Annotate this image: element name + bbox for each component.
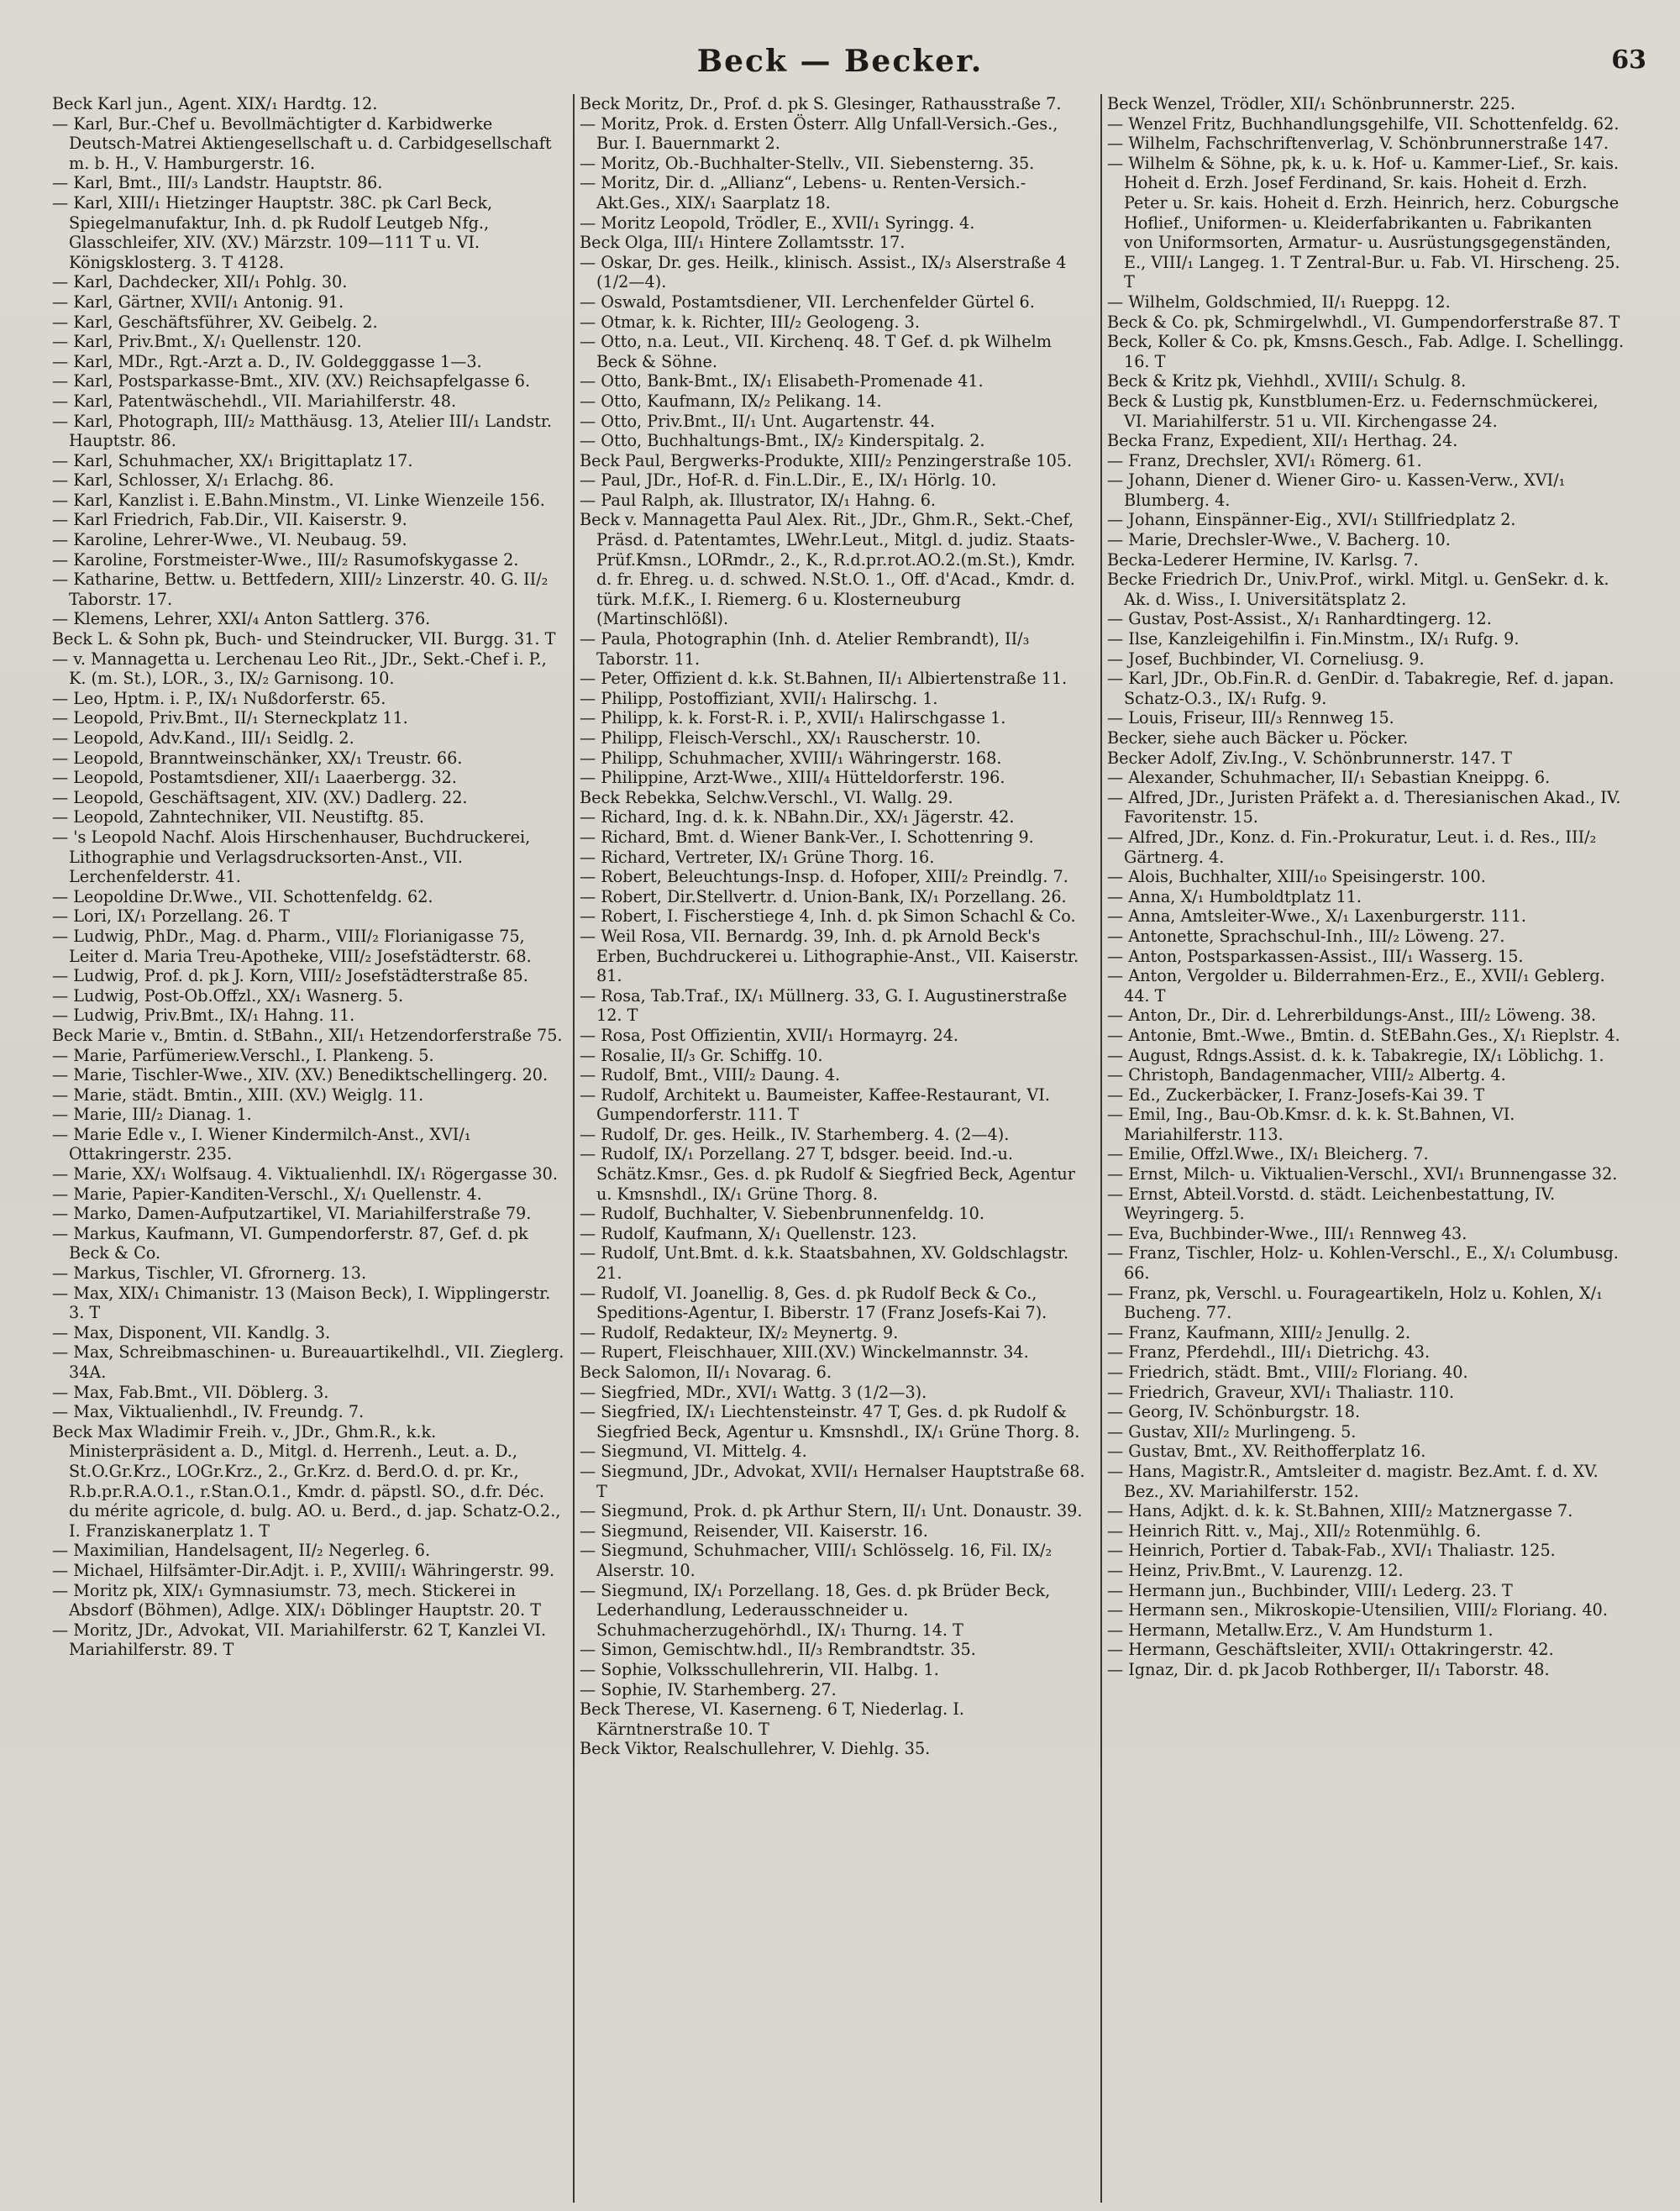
directory-entry: — Richard, Ing. d. k. k. NBahn.Dir., XX/₁ Jägerstr. 42. bbox=[580, 807, 1015, 827]
directory-entry: — Otto, Bank-Bmt., IX/₁ Elisabeth-Promenade 41. bbox=[580, 371, 984, 391]
directory-entry: — Oskar, Dr. ges. Heilk., klinisch. Assist., IX/₃ Alserstraße 4 (1/2—4). bbox=[580, 252, 1067, 292]
directory-entry: — Franz, Drechsler, XVI/₁ Römerg. 61. bbox=[1107, 450, 1422, 470]
directory-entry: Becka Franz, Expedient, XII/₁ Herthag. 24. bbox=[1107, 431, 1458, 451]
directory-entry: — Ilse, Kanzleigehilfin i. Fin.Minstm., IX/₁ Rufg. 9. bbox=[1107, 629, 1520, 649]
directory-entry: — Rosa, Post Offizientin, XVII/₁ Hormayrg. 24. bbox=[580, 1025, 958, 1045]
directory-entry: — Leopold, Branntweinschänker, XX/₁ Treustr. 66. bbox=[52, 748, 463, 768]
directory-entry: Beck Marie v., Bmtin. d. StBahn., XII/₁ Hetzendorferstraße 75. bbox=[52, 1025, 563, 1045]
directory-entry: Becka-Lederer Hermine, IV. Karlsg. 7. bbox=[1107, 549, 1419, 570]
running-head: Beck — Becker. bbox=[696, 44, 984, 79]
directory-entry: — Markus, Tischler, VI. Gfrornerg. 13. bbox=[52, 1263, 367, 1284]
directory-entry: Beck Max Wladimir Freih. v., JDr., Ghm.R., k.k. Ministerpräsident a. D., Mitgl. d. Herrenh., Leut. a. D., St.O.Gr.Krz., LOGr.Krz., 2., Gr.Krz. d. Berd.O. d. pr. Kr., R.b.pr.R.A.O.1., r.Stan.O.1., Kmdr. d. päpstl. SO., d.fr. Déc. du mérite agricole, d. bulg. AO. u. Berd., d. jap. Schatz-O.2., I. Franziskanerplatz 1. T bbox=[52, 1421, 561, 1541]
directory-entry: — Karl, MDr., Rgt.-Arzt a. D., IV. Goldegggasse 1—3. bbox=[52, 351, 482, 371]
directory-entry: — Moritz pk, XIX/₁ Gymnasiumstr. 73, mech. Stickerei in Absdorf (Böhmen), Adlge. XIX/₁ Döblinger Hauptstr. 20. T bbox=[52, 1580, 542, 1620]
directory-entry: — Max, Schreibmaschinen- u. Bureauartikelhdl., VII. Zieglerg. 34A. bbox=[52, 1342, 564, 1382]
directory-entry: — Weil Rosa, VII. Bernardg. 39, Inh. d. pk Arnold Beck's Erben, Buchdruckerei u. Lithographie-Anst., VII. Kaiserstr. 81. bbox=[580, 926, 1079, 986]
directory-entry: — Sophie, Volksschullehrerin, VII. Halbg. 1. bbox=[580, 1659, 939, 1679]
directory-entry: — Josef, Buchbinder, VI. Corneliusg. 9. bbox=[1107, 649, 1425, 669]
directory-entry: — Anna, Amtsleiter-Wwe., X/₁ Laxenburgerstr. 111. bbox=[1107, 906, 1526, 927]
directory-columns bbox=[47, 94, 1656, 2203]
directory-entry: — Karoline, Forstmeister-Wwe., III/₂ Rasumofskygasse 2. bbox=[52, 549, 519, 570]
directory-entry: — Siegfried, MDr., XVI/₁ Wattg. 3 (1/2—3). bbox=[580, 1382, 927, 1402]
directory-entry: — Siegfried, IX/₁ Liechtensteinstr. 47 T, Ges. d. pk Rudolf & Siegfried Beck, Agentur u. Kmsnshdl., IX/₁ Grüne Thorg. 8. bbox=[580, 1402, 1080, 1442]
directory-entry: — Friedrich, städt. Bmt., VIII/₂ Floriang. 40. bbox=[1107, 1363, 1468, 1382]
directory-entry: — Leopold, Priv.Bmt., II/₁ Sterneckplatz 11. bbox=[52, 708, 408, 728]
directory-entry: — Otto, n.a. Leut., VII. Kirchenq. 48. T Gef. d. pk Wilhelm Beck & Söhne. bbox=[580, 332, 1052, 371]
directory-entry: — Ludwig, Priv.Bmt., IX/₁ Hahng. 11. bbox=[52, 1006, 355, 1026]
directory-entry: — Rudolf, Bmt., VIII/₂ Daung. 4. bbox=[580, 1065, 841, 1085]
directory-entry: — Siegmund, Prok. d. pk Arthur Stern, II/₁ Unt. Donaustr. 39. bbox=[580, 1501, 1083, 1521]
directory-entry: — Paul, JDr., Hof-R. d. Fin.L.Dir., E., IX/₁ Hörlg. 10. bbox=[580, 470, 997, 491]
directory-entry: — Siegmund, JDr., Advokat, XVII/₁ Hernalser Hauptstraße 68. T bbox=[580, 1461, 1085, 1501]
directory-entry: — Louis, Friseur, III/₃ Rennweg 15. bbox=[1107, 708, 1394, 728]
directory-entry: — Anton, Dr., Dir. d. Lehrerbildungs-Anst., III/₂ Löweng. 38. bbox=[1107, 1006, 1597, 1026]
directory-entry: — Rudolf, Architekt u. Baumeister, Kaffee-Restaurant, VI. Gumpendorferstr. 111. T bbox=[580, 1084, 1050, 1125]
directory-entry: — Klemens, Lehrer, XXI/₄ Anton Sattlerg. 376. bbox=[52, 609, 431, 629]
directory-entry: — Karl, Bur.-Chef u. Bevollmächtigter d. Karbidwerke Deutsch-Matrei Aktiengesellschaft u. d. Carbidgesellschaft m. b. H., V. Hamburgerstr. 16. bbox=[52, 113, 552, 173]
directory-entry: — Paula, Photographin (Inh. d. Atelier Rembrandt), II/₃ Taborstr. 11. bbox=[580, 629, 1030, 669]
directory-entry: — Siegmund, VI. Mittelg. 4. bbox=[580, 1442, 807, 1462]
directory-entry: — Rudolf, IX/₁ Porzellang. 27 T, bdsger. beeid. Ind.-u. Schätz.Kmsr., Ges. d. pk Rudolf & Siegfried Beck, Agentur u. Kmsnshdl., IX/₁ Grüne Thorg. 8. bbox=[580, 1144, 1075, 1204]
directory-entry: — Leopold, Geschäftsagent, XIV. (XV.) Dadlerg. 22. bbox=[52, 787, 468, 807]
directory-entry: — Marie, städt. Bmtin., XIII. (XV.) Weiglg. 11. bbox=[52, 1084, 424, 1105]
directory-entry: — Philippine, Arzt-Wwe., XIII/₄ Hütteldorferstr. 196. bbox=[580, 768, 1005, 788]
directory-entry: — Oswald, Postamtsdiener, VII. Lerchenfelder Gürtel 6. bbox=[580, 291, 1035, 312]
directory-entry: — Michael, Hilfsämter-Dir.Adjt. i. P., XVIII/₁ Währingerstr. 99. bbox=[52, 1560, 555, 1580]
directory-entry: — Alexander, Schuhmacher, II/₁ Sebastian Kneippg. 6. bbox=[1107, 768, 1551, 788]
directory-entry: Beck Karl jun., Agent. XIX/₁ Hardtg. 12. bbox=[52, 94, 378, 113]
directory-entry: — Heinrich Ritt. v., Maj., XII/₂ Rotenmühlg. 6. bbox=[1107, 1520, 1482, 1541]
directory-entry: — Rudolf, Unt.Bmt. d. k.k. Staatsbahnen, XV. Goldschlagstr. 21. bbox=[580, 1243, 1069, 1284]
directory-entry: — Karl, Patentwäschehdl., VII. Mariahilferstr. 48. bbox=[52, 391, 457, 411]
directory-entry: — Max, Viktualienhdl., IV. Freundg. 7. bbox=[52, 1402, 365, 1422]
directory-entry: Beck Therese, VI. Kaserneng. 6 T, Niederlag. I. Kärntnerstraße 10. T bbox=[580, 1699, 965, 1739]
directory-entry: — Georg, IV. Schönburgstr. 18. bbox=[1107, 1402, 1361, 1422]
directory-entry: — Hans, Adjkt. d. k. k. St.Bahnen, XIII/₂ Matznergasse 7. bbox=[1107, 1501, 1573, 1521]
directory-entry: — Johann, Einspänner-Eig., XVI/₁ Stillfriedplatz 2. bbox=[1107, 510, 1516, 530]
directory-entry: — Karl, Photograph, III/₂ Matthäusg. 13, Atelier III/₁ Landstr. Hauptstr. 86. bbox=[52, 411, 552, 451]
directory-entry: — Karl, Bmt., III/₃ Landstr. Hauptstr. 86. bbox=[52, 173, 383, 193]
directory-entry: — Robert, Beleuchtungs-Insp. d. Hofoper, XIII/₂ Preindlg. 7. bbox=[580, 867, 1068, 887]
directory-entry: — Marie Edle v., I. Wiener Kindermilch-Anst., XVI/₁ Ottakringerstr. 235. bbox=[52, 1124, 471, 1164]
directory-entry: — Marie, XX/₁ Wolfsaug. 4. Viktualienhdl. IX/₁ Rögergasse 30. bbox=[52, 1164, 558, 1184]
directory-entry: — Heinz, Priv.Bmt., V. Laurenzg. 12. bbox=[1107, 1560, 1404, 1580]
directory-entry: — Marko, Damen-Aufputzartikel, VI. Mariahilferstraße 79. bbox=[52, 1204, 532, 1224]
directory-entry: — Emilie, Offzl.Wwe., IX/₁ Bleicherg. 7. bbox=[1107, 1144, 1429, 1164]
directory-entry: — Ed., Zuckerbäcker, I. Franz-Josefs-Kai 39. T bbox=[1107, 1084, 1485, 1105]
directory-entry: — Lori, IX/₁ Porzellang. 26. T bbox=[52, 906, 290, 927]
directory-entry: — Karl, Gärtner, XVII/₁ Antonig. 91. bbox=[52, 291, 344, 312]
directory-entry: — August, Rdngs.Assist. d. k. k. Tabakregie, IX/₁ Löblichg. 1. bbox=[1107, 1045, 1604, 1065]
directory-entry: — Simon, Gemischtw.hdl., II/₃ Rembrandtstr. 35. bbox=[580, 1640, 976, 1660]
directory-entry: — Peter, Offizient d. k.k. St.Bahnen, II/₁ Albiertenstraße 11. bbox=[580, 669, 1068, 689]
directory-entry: — 's Leopold Nachf. Alois Hirschenhauser, Buchdruckerei, Lithographie und Verlagsdrucksorten-Anst., VII. Lerchenfelderstr. 41. bbox=[52, 827, 531, 887]
directory-entry: — Wilhelm, Fachschriftenverlag, V. Schönbrunnerstraße 147. bbox=[1107, 134, 1609, 154]
directory-entry: — Karl, Kanzlist i. E.Bahn.Minstm., VI. Linke Wienzeile 156. bbox=[52, 490, 545, 510]
directory-entry: — Otto, Kaufmann, IX/₂ Pelikang. 14. bbox=[580, 391, 882, 411]
directory-entry: — Paul Ralph, ak. Illustrator, IX/₁ Hahng. 6. bbox=[580, 490, 937, 510]
directory-entry: — Otto, Buchhaltungs-Bmt., IX/₂ Kinderspitalg. 2. bbox=[580, 431, 985, 451]
page-header bbox=[0, 44, 1680, 94]
directory-entry: — Rudolf, Buchhalter, V. Siebenbrunnenfeldg. 10. bbox=[580, 1204, 984, 1224]
directory-entry: — Leopoldine Dr.Wwe., VII. Schottenfeldg. 62. bbox=[52, 886, 433, 906]
directory-entry: — Siegmund, Reisender, VII. Kaiserstr. 16. bbox=[580, 1520, 928, 1541]
directory-entry: — Hermann jun., Buchbinder, VIII/₁ Lederg. 23. T bbox=[1107, 1580, 1513, 1600]
directory-entry: — Marie, Parfümeriew.Verschl., I. Plankeng. 5. bbox=[52, 1045, 434, 1065]
directory-entry: — Franz, Pferdehdl., III/₁ Dietrichg. 43. bbox=[1107, 1342, 1431, 1363]
directory-entry: Becker Adolf, Ziv.Ing., V. Schönbrunnerstr. 147. T bbox=[1107, 748, 1512, 768]
directory-entry: — Anton, Vergolder u. Bilderrahmen-Erz., E., XVII/₁ Geblerg. 44. T bbox=[1107, 966, 1605, 1006]
directory-entry: — Hermann, Geschäftsleiter, XVII/₁ Ottakringerstr. 42. bbox=[1107, 1640, 1554, 1660]
directory-entry: — Alois, Buchhalter, XIII/₁₀ Speisingerstr. 100. bbox=[1107, 867, 1486, 887]
directory-entry: — Ludwig, Prof. d. pk J. Korn, VIII/₂ Josefstädterstraße 85. bbox=[52, 966, 528, 986]
directory-entry: — Karl, Priv.Bmt., X/₁ Quellenstr. 120. bbox=[52, 332, 362, 352]
directory-entry: — Karl, Geschäftsführer, XV. Geibelg. 2. bbox=[52, 312, 378, 332]
directory-entry: — Wilhelm & Söhne, pk, k. u. k. Hof- u. Kammer-Lief., Sr. kais. Hoheit d. Erzh. Josef Ferdinand, Sr. kais. Hoheit d. Erzh. Peter u. Sr. kais. Hoheit d. Erzh. Heinrich, herz. Coburgsche Hoflief., Uniformen- u. Kleiderfabrikanten u. Fabrikanten von Uniformsorten, Armatur- u. Ausrüstungsgegenständen, E., VIII/₁ Langeg. 1. T Zentral-Bur. u. Fab. VI. Hirscheng. 25. T bbox=[1107, 153, 1620, 292]
directory-entry: — Karl, Postsparkasse-Bmt., XIV. (XV.) Reichsapfelgasse 6. bbox=[52, 371, 531, 391]
directory-entry: — Moritz, JDr., Advokat, VII. Mariahilferstr. 62 T, Kanzlei VI. Mariahilferstr. 89. T bbox=[52, 1620, 547, 1660]
directory-entry: Beck Viktor, Realschullehrer, V. Diehlg. 35. bbox=[580, 1739, 931, 1759]
directory-entry: — Maximilian, Handelsagent, II/₂ Negerleg. 6. bbox=[52, 1541, 431, 1561]
directory-entry: Beck Olga, III/₁ Hintere Zollamtsstr. 17. bbox=[580, 233, 906, 253]
directory-entry: — Sophie, IV. Starhemberg. 27. bbox=[580, 1679, 837, 1699]
directory-entry: Beck Paul, Bergwerks-Produkte, XIII/₂ Penzingerstraße 105. bbox=[580, 450, 1073, 470]
directory-entry: — Ludwig, Post-Ob.Offzl., XX/₁ Wasnerg. 5. bbox=[52, 985, 404, 1006]
directory-entry: — Karl, Schlosser, X/₁ Erlachg. 86. bbox=[52, 470, 334, 491]
directory-entry: — Rudolf, Dr. ges. Heilk., IV. Starhemberg. 4. (2—4). bbox=[580, 1124, 1010, 1144]
directory-entry: — Robert, I. Fischerstiege 4, Inh. d. pk Simon Schachl & Co. bbox=[580, 906, 1076, 927]
directory-entry: — Wenzel Fritz, Buchhandlungsgehilfe, VII. Schottenfeldg. 62. bbox=[1107, 113, 1620, 134]
directory-entry: — Richard, Bmt. d. Wiener Bank-Ver., I. Schottenring 9. bbox=[580, 827, 1034, 847]
directory-entry: — Moritz Leopold, Trödler, E., XVII/₁ Syringg. 4. bbox=[580, 213, 975, 233]
directory-entry: — Emil, Ing., Bau-Ob.Kmsr. d. k. k. St.Bahnen, VI. Mariahilferstr. 113. bbox=[1107, 1105, 1515, 1144]
directory-entry: Beck L. & Sohn pk, Buch- und Steindrucker, VII. Burgg. 31. T bbox=[52, 629, 556, 649]
directory-entry: Beck Moritz, Dr., Prof. d. pk S. Glesinger, Rathausstraße 7. bbox=[580, 94, 1062, 113]
directory-entry: — Karl, Dachdecker, XII/₁ Pohlg. 30. bbox=[52, 272, 348, 292]
directory-entry: — Robert, Dir.Stellvertr. d. Union-Bank, IX/₁ Porzellang. 26. bbox=[580, 886, 1067, 906]
directory-entry: Beck, Koller & Co. pk, Kmsns.Gesch., Fab. Adlge. I. Schellingg. 16. T bbox=[1107, 332, 1625, 371]
directory-entry: — Johann, Diener d. Wiener Giro- u. Kassen-Verw., XVI/₁ Blumberg. 4. bbox=[1107, 470, 1566, 510]
directory-entry: — Rupert, Fleischhauer, XIII.(XV.) Winckelmannstr. 34. bbox=[580, 1342, 1029, 1363]
directory-entry: — Franz, pk, Verschl. u. Fourageartikeln, Holz u. Kohlen, X/₁ Bucheng. 77. bbox=[1107, 1283, 1603, 1323]
directory-entry: — Otto, Priv.Bmt., II/₁ Unt. Augartenstr. 44. bbox=[580, 411, 936, 431]
directory-entry: — Max, XIX/₁ Chimanistr. 13 (Maison Beck), I. Wipplingerstr. 3. T bbox=[52, 1283, 551, 1323]
directory-entry: — Gustav, Post-Assist., X/₁ Ranhardtingerg. 12. bbox=[1107, 609, 1492, 629]
directory-entry: — Karoline, Lehrer-Wwe., VI. Neubaug. 59. bbox=[52, 530, 407, 550]
directory-entry: Beck & Co. pk, Schmirgelwhdl., VI. Gumpendorferstraße 87. T bbox=[1107, 312, 1620, 332]
page-number: 63 bbox=[1611, 45, 1646, 75]
directory-entry: — Max, Fab.Bmt., VII. Döblerg. 3. bbox=[52, 1382, 329, 1402]
directory-entry: — Heinrich, Portier d. Tabak-Fab., XVI/₁ Thaliastr. 125. bbox=[1107, 1541, 1556, 1561]
directory-entry: — Richard, Vertreter, IX/₁ Grüne Thorg. 16. bbox=[580, 847, 935, 867]
directory-entry: — Leopold, Postamtsdiener, XII/₁ Laaerbergg. 32. bbox=[52, 768, 457, 788]
directory-entry: — Ernst, Milch- u. Viktualien-Verschl., XVI/₁ Brunnengasse 32. bbox=[1107, 1164, 1618, 1184]
directory-entry: — Leopold, Zahntechniker, VII. Neustiftg. 85. bbox=[52, 807, 424, 827]
column-middle bbox=[575, 94, 1102, 2203]
directory-entry: — Otmar, k. k. Richter, III/₂ Geologeng. 3. bbox=[580, 312, 920, 332]
directory-entry: Beck & Kritz pk, Viehhdl., XVIII/₁ Schulg. 8. bbox=[1107, 371, 1467, 391]
directory-entry: — Wilhelm, Goldschmied, II/₁ Rueppg. 12. bbox=[1107, 291, 1451, 312]
directory-entry: — Hermann sen., Mikroskopie-Utensilien, VIII/₂ Floriang. 40. bbox=[1107, 1600, 1608, 1620]
directory-entry: — Rosalie, II/₃ Gr. Schiffg. 10. bbox=[580, 1045, 823, 1065]
directory-entry: — Philipp, Fleisch-Verschl., XX/₁ Rauscherstr. 10. bbox=[580, 728, 981, 748]
directory-entry: — Philipp, Schuhmacher, XVIII/₁ Währingerstr. 168. bbox=[580, 748, 1002, 768]
directory-entry: Beck & Lustig pk, Kunstblumen-Erz. u. Federnschmückerei, VI. Mariahilferstr. 51 u. VII. Kirchengasse 24. bbox=[1107, 391, 1599, 431]
directory-entry: — Anton, Postsparkassen-Assist., III/₁ Wasserg. 15. bbox=[1107, 946, 1524, 966]
directory-entry: — Gustav, Bmt., XV. Reithofferplatz 16. bbox=[1107, 1442, 1426, 1462]
directory-entry: — Friedrich, Graveur, XVI/₁ Thaliastr. 110. bbox=[1107, 1382, 1455, 1402]
directory-entry: — Hans, Magistr.R., Amtsleiter d. magistr. Bez.Amt. f. d. XV. Bez., XV. Mariahilferstr. 152. bbox=[1107, 1461, 1599, 1501]
directory-entry: — Marie, Tischler-Wwe., XIV. (XV.) Benediktschellingerg. 20. bbox=[52, 1065, 549, 1085]
directory-entry: — Franz, Tischler, Holz- u. Kohlen-Verschl., E., X/₁ Columbusg. 66. bbox=[1107, 1243, 1619, 1284]
directory-entry: — Karl, Schuhmacher, XX/₁ Brigittaplatz 17. bbox=[52, 450, 413, 470]
directory-entry: Becker, siehe auch Bäcker u. Pöcker. bbox=[1107, 728, 1409, 748]
directory-entry: — Moritz, Prok. d. Ersten Österr. Allg Unfall-Versich.-Ges., Bur. I. Bauernmarkt 2. bbox=[580, 113, 1058, 154]
directory-entry: — Rudolf, VI. Joanellig. 8, Ges. d. pk Rudolf Beck & Co., Speditions-Agentur, I. Biberstr. 17 (Franz Josefs-Kai 7). bbox=[580, 1283, 1047, 1323]
directory-entry: — Siegmund, IX/₁ Porzellang. 18, Ges. d. pk Brüder Beck, Lederhandlung, Lederausschneider u. Schuhmacherzugehörhdl., IX/₁ Thurng. 14. T bbox=[580, 1580, 1051, 1640]
directory-entry: — Alfred, JDr., Konz. d. Fin.-Prokuratur, Leut. i. d. Res., III/₂ Gärtnerg. 4. bbox=[1107, 827, 1597, 867]
directory-entry: — Alfred, JDr., Juristen Präfekt a. d. Theresianischen Akad., IV. Favoritenstr. 15. bbox=[1107, 787, 1621, 827]
directory-entry: — Marie, Papier-Kanditen-Verschl., X/₁ Quellenstr. 4. bbox=[52, 1184, 482, 1204]
directory-entry: — Katharine, Bettw. u. Bettfedern, XIII/₂ Linzerstr. 40. G. II/₂ Taborstr. 17. bbox=[52, 570, 549, 609]
directory-entry: — Siegmund, Schuhmacher, VIII/₁ Schlösselg. 16, Fil. IX/₂ Alserstr. 10. bbox=[580, 1541, 1053, 1580]
directory-entry: — v. Mannagetta u. Lerchenau Leo Rit., JDr., Sekt.-Chef i. P., K. (m. St.), LOR., 3., IX/₂ Garnisong. 10. bbox=[52, 649, 547, 689]
directory-entry: Beck Wenzel, Trödler, XII/₁ Schönbrunnerstr. 225. bbox=[1107, 94, 1515, 113]
directory-entry: — Rudolf, Kaufmann, X/₁ Quellenstr. 123. bbox=[580, 1223, 917, 1243]
directory-entry: — Anna, X/₁ Humboldtplatz 11. bbox=[1107, 886, 1362, 906]
directory-entry: — Max, Disponent, VII. Kandlg. 3. bbox=[52, 1322, 331, 1342]
directory-entry: — Eva, Buchbinder-Wwe., III/₁ Rennweg 43. bbox=[1107, 1223, 1467, 1243]
directory-entry: Beck Rebekka, Selchw.Verschl., VI. Wallg. 29. bbox=[580, 787, 953, 807]
directory-entry: — Antonette, Sprachschul-Inh., III/₂ Löweng. 27. bbox=[1107, 926, 1505, 946]
directory-entry: — Hermann, Metallw.Erz., V. Am Hundsturm 1. bbox=[1107, 1620, 1494, 1640]
directory-entry: — Franz, Kaufmann, XIII/₂ Jenullg. 2. bbox=[1107, 1322, 1411, 1342]
directory-entry: — Leo, Hptm. i. P., IX/₁ Nußdorferstr. 65. bbox=[52, 688, 386, 708]
directory-entry: — Moritz, Ob.-Buchhalter-Stellv., VII. Siebensterng. 35. bbox=[580, 153, 1035, 173]
directory-entry: — Rudolf, Redakteur, IX/₂ Meynertg. 9. bbox=[580, 1322, 899, 1342]
directory-entry: — Ignaz, Dir. d. pk Jacob Rothberger, II/₁ Taborstr. 48. bbox=[1107, 1659, 1550, 1679]
directory-entry: — Marie, III/₂ Dianag. 1. bbox=[52, 1105, 252, 1125]
directory-entry: — Leopold, Adv.Kand., III/₁ Seidlg. 2. bbox=[52, 728, 354, 748]
directory-entry: — Philipp, Postoffiziant, XVII/₁ Halirschg. 1. bbox=[580, 688, 938, 708]
directory-entry: — Marie, Drechsler-Wwe., V. Bacherg. 10. bbox=[1107, 530, 1451, 550]
column-right bbox=[1102, 94, 1630, 2203]
directory-entry: — Ludwig, PhDr., Mag. d. Pharm., VIII/₂ Florianigasse 75, Leiter d. Maria Treu-Apotheke, VIII/₂ Josefstädterstr. 68. bbox=[52, 926, 532, 966]
directory-entry: — Gustav, XII/₂ Murlingeng. 5. bbox=[1107, 1421, 1357, 1442]
directory-entry: — Rosa, Tab.Traf., IX/₁ Müllnerg. 33, G. I. Augustinerstraße 12. T bbox=[580, 985, 1068, 1026]
directory-entry: — Christoph, Bandagenmacher, VIII/₂ Albertg. 4. bbox=[1107, 1065, 1506, 1085]
directory-entry: — Ernst, Abteil.Vorstd. d. städt. Leichenbestattung, IV. Weyringerg. 5. bbox=[1107, 1184, 1556, 1224]
column-left bbox=[47, 94, 575, 2203]
directory-entry: — Karl Friedrich, Fab.Dir., VII. Kaiserstr. 9. bbox=[52, 510, 407, 530]
directory-entry: — Karl, XIII/₁ Hietzinger Hauptstr. 38C. pk Carl Beck, Spiegelmanufaktur, Inh. d. pk Rudolf Leutgeb Nfg., Glasschleifer, XIV. (XV.) Märzstr. 109—111 T u. VI. Königsklosterg. 3. T 4128. bbox=[52, 192, 493, 272]
directory-entry: — Moritz, Dir. d. „Allianz“, Lebens- u. Renten-Versich.-Akt.Ges., XIX/₁ Saarplatz 18. bbox=[580, 173, 1026, 213]
directory-entry: Becke Friedrich Dr., Univ.Prof., wirkl. Mitgl. u. GenSekr. d. k. Ak. d. Wiss., I. Universitätsplatz 2. bbox=[1107, 570, 1609, 609]
directory-entry: Beck v. Mannagetta Paul Alex. Rit., JDr., Ghm.R., Sekt.-Chef, Präsd. d. Patentamtes, LWehr.Leut., Mitgl. d. judiz. Staats-Prüf.Kmsn., LORmdr., 2., K., R.d.pr.rot.AO.2.(m.St.), Kmdr. d. fr. Ehreg. u. d. schwed. N.St.O. 1., Off. d'Acad., Kmdr. d. türk. M.f.K., I. Riemerg. 6 u. Klosterneuburg (Martinschlößl). bbox=[580, 510, 1076, 629]
directory-entry: — Karl, JDr., Ob.Fin.R. d. GenDir. d. Tabakregie, Ref. d. japan. Schatz-O.3., IX/₁ Rufg. 9. bbox=[1107, 669, 1614, 708]
directory-entry: — Philipp, k. k. Forst-R. i. P., XVII/₁ Halirschgasse 1. bbox=[580, 708, 1006, 728]
directory-entry: — Markus, Kaufmann, VI. Gumpendorferstr. 87, Gef. d. pk Beck & Co. bbox=[52, 1223, 528, 1263]
directory-entry: — Antonie, Bmt.-Wwe., Bmtin. d. StEBahn.Ges., X/₁ Rieplstr. 4. bbox=[1107, 1025, 1620, 1045]
directory-entry: Beck Salomon, II/₁ Novarag. 6. bbox=[580, 1363, 832, 1382]
